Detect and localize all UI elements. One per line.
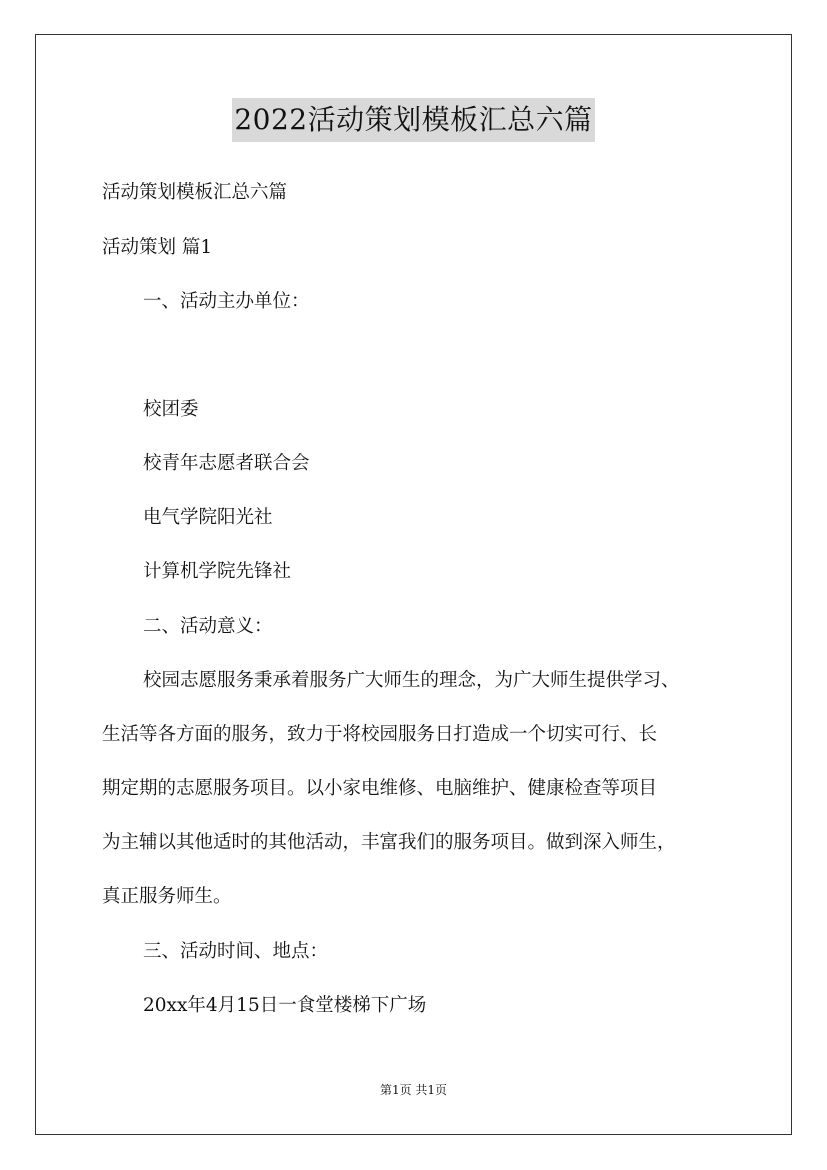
paragraph-line: 期定期的志愿服务项目。以小家电维修、电脑维护、健康检查等项目 bbox=[102, 778, 658, 799]
paragraph-line: 校园志愿服务秉承着服务广大师生的理念，为广大师生提供学习、 bbox=[143, 670, 680, 691]
section-heading: 活动策划 篇1 bbox=[102, 237, 213, 258]
paragraph-line: 真正服务师生。 bbox=[102, 886, 232, 907]
heading-organizers: 一、活动主办单位： bbox=[143, 291, 310, 312]
page-footer: 第1页 共1页 bbox=[379, 1083, 448, 1097]
significance-paragraph bbox=[102, 669, 742, 939]
organizer-1: 校团委 bbox=[143, 399, 199, 420]
document-title: 2022活动策划模板汇总六篇 bbox=[232, 98, 594, 142]
time-place-text: 20xx年4月15日一食堂楼梯下广场 bbox=[143, 995, 427, 1016]
organizer-4: 计算机学院先锋社 bbox=[143, 561, 292, 582]
organizer-2: 校青年志愿者联合会 bbox=[143, 453, 310, 474]
organizer-3: 电气学院阳光社 bbox=[143, 507, 273, 528]
heading-time-place: 三、活动时间、地点： bbox=[143, 941, 329, 962]
paragraph-line: 为主辅以其他适时的其他活动，丰富我们的服务项目。做到深入师生， bbox=[102, 832, 676, 853]
document-title-block bbox=[0, 98, 827, 142]
heading-significance: 二、活动意义： bbox=[143, 616, 273, 637]
paragraph-line: 生活等各方面的服务，致力于将校园服务日打造成一个切实可行、长 bbox=[102, 724, 658, 745]
subtitle: 活动策划模板汇总六篇 bbox=[102, 182, 288, 203]
